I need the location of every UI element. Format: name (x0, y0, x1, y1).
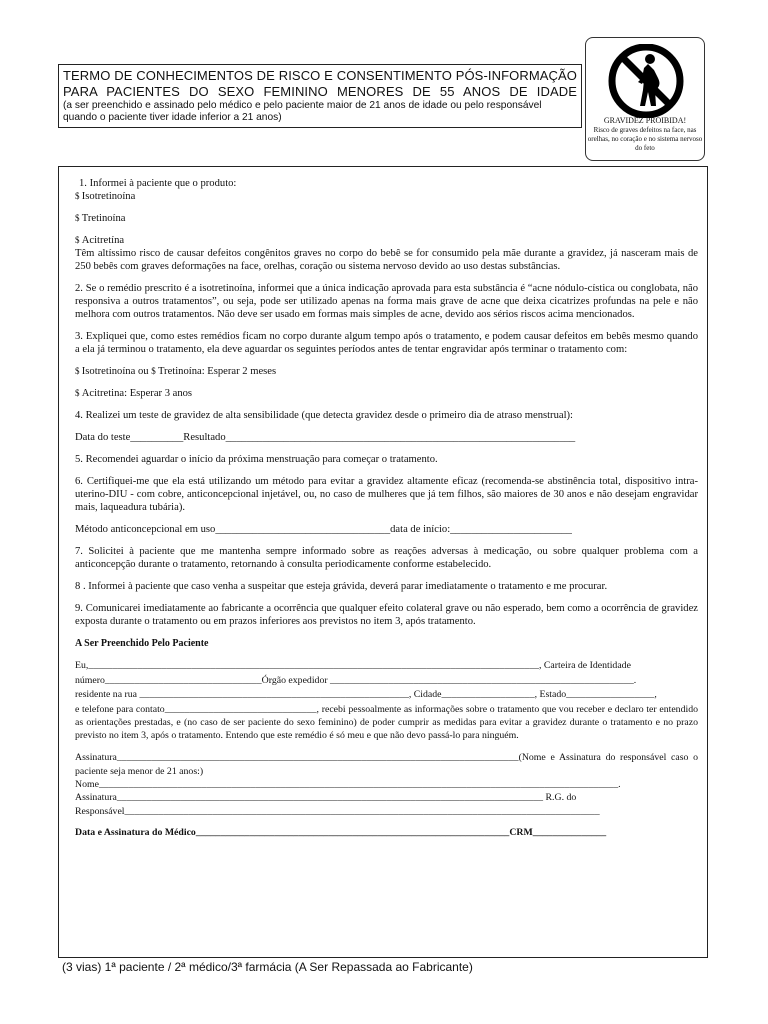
phone-and-declaration[interactable]: e telefone para contato_______________________________, recebi pessoalmente as informações sobre o tratamento que vou receber e declaro ter entendido as orientações prestadas, e (no caso de ser paciente do sexo feminino) de poder cumprir as medidas para evitar a gravidez durante o tratamento e no prazo previsto no item 3, após o tratamento. Entendo que este remédio é só meu e que não devo passá-lo para ninguém. (75, 703, 698, 741)
item-1-intro: 1. Informei à paciente que o produto: (79, 178, 237, 189)
item-1-text: Têm altíssimo risco de causar defeitos congênitos graves no corpo do bebê se for consumido pela mãe durante a gravidez, já nasceram mais de 250 bebês com graves deformações na face, orelhas, coração ou sistema nervoso devido ao uso destas substâncias. (75, 248, 698, 272)
wait-isotretinoina: $ Isotretinoína ou (75, 366, 151, 377)
responsible-field[interactable]: Responsável_________________________________________________________________________________________________ (75, 806, 600, 817)
wait-tretinoina: $ Tretinoína: Esperar 2 meses (151, 366, 276, 377)
item-6-text: 6. Certifiquei-me que ela está utilizando um método para evitar a gravidez altamente eficaz (recomenda-se abstinência total, dispositivo intra-uterino-DIU - com cobre, anticoncepcional injetável, ou, no caso de mulheres que já tem filhos, são maiores de 30 anos e não desejam engravidar mais, laqueadura tubária). (75, 476, 698, 513)
responsible-name-field[interactable]: Nome__________________________________________________________________________________________________________. (75, 778, 621, 790)
item-4-text: 4. Realizei um teste de gravidez de alta sensibilidade (que detecta gravidez desde o primeiro dia de atraso menstrual): (75, 410, 573, 421)
consent-form (58, 166, 708, 958)
title-box (58, 64, 582, 128)
responsible-signature-field[interactable]: Assinatura_______________________________________________________________________________________ R.G. do (75, 791, 577, 803)
item-9-text: 9. Comunicarei imediatamente ao fabricante a ocorrência que qualquer efeito colateral grave ou não esperado, bem como a ocorrência de gravidez exposta durante o tratamento ou em prazos inferiores aos previstos no item 3, após tratamento. (75, 603, 698, 627)
document-subtitle: (a ser preenchido e assinado pelo médico e pelo paciente maior de 21 anos de idade ou pelo responsável quando o paciente tiver idade inferior a 21 anos) (63, 100, 542, 123)
contraceptive-method-fields[interactable]: Método anticoncepcional em uso_________________________________data de início:_______________________ (75, 524, 572, 535)
address-field[interactable]: residente na rua _______________________________________________________, Cidade___________________, Estado__________________, (75, 689, 657, 700)
wait-acitretina: $ Acitretina: Esperar 3 anos (75, 387, 698, 400)
document-title-line-2: PARA PACIENTES DO SEXO FEMININO MENORES DE 55 ANOS DE IDADE (63, 84, 577, 99)
test-date-result-fields[interactable]: Data do teste__________Resultado__________________________________________________________________ (75, 432, 576, 443)
item-3-options (75, 365, 698, 378)
copies-footer: (3 vias) 1ª paciente / 2ª médico/3ª farmácia (A Ser Repassada ao Fabricante) (62, 960, 473, 974)
patient-name-field[interactable]: Eu,____________________________________________________________________________________________, Carteira de Identidade (75, 660, 631, 671)
patient-section-heading: A Ser Preenchido Pelo Paciente (75, 638, 209, 649)
no-pregnancy-icon (598, 44, 694, 118)
item-3-text: 3. Expliquei que, como estes remédios ficam no corpo durante algum tempo após o tratamento, e podem causar defeitos em bebês mesmo quando a ela já terminou o tratamento, ela deve aguardar os seguintes períodos antes de tentar engravidar após terminar o tratamento com: (75, 331, 698, 355)
warning-text: Risco de graves defeitos na face, nas orelhas, no coração e no sistema nervoso do feto (587, 126, 703, 152)
pregnancy-warning-box (585, 37, 705, 161)
option-tretinoina: $ Tretinoína (75, 212, 698, 225)
item-5-text: 5. Recomendei aguardar o início da próxima menstruação para começar o tratamento. (75, 454, 438, 465)
option-isotretinoina: $ Isotretinoína (75, 190, 698, 203)
patient-section (75, 659, 698, 840)
document-title-line-1: TERMO DE CONHECIMENTOS DE RISCO E CONSENTIMENTO PÓS-INFORMAÇÃO (63, 68, 577, 83)
item-7-text: 7. Solicitei à paciente que me mantenha sempre informado sobre as reações adversas à medicação, ou sobre qualquer problema com a anticoncepção durante o tratamento, retornando à consulta periodicamente conforme estabelecido. (75, 546, 698, 570)
item-8-text: 8 . Informei à paciente que caso venha a suspeitar que esteja grávida, deverá parar imediatamente o tratamento e me procurar. (75, 581, 608, 592)
doctor-signature-field[interactable]: Data e Assinatura do Médico________________________________________________________________CRM_______________ (75, 826, 607, 838)
item-2-text: 2. Se o remédio prescrito é a isotretinoína, informei que a única indicação aprovada para esta substância é “acne nódulo-cística ou conglobata, não responsiva a outros tratamentos”, ou seja, pode ser utilizado apenas na forma mais grave de acne que deixa cicatrizes profundas na pele e não melhora com outros tratamentos. Não deve ser usado em formas mais simples de acne, devido aos sérios riscos acima mencionados. (75, 283, 698, 320)
warning-title: GRAVIDEZ PROIBIDA! (603, 116, 687, 125)
option-acitretina: $ Acitretína (75, 234, 698, 247)
id-number-field[interactable]: número________________________________Órgão expedidor ______________________________________________________________. (75, 674, 637, 686)
patient-signature-field[interactable]: Assinatura__________________________________________________________________________________(Nome e Assinatura do responsável caso o paciente seja menor de 21 anos:) (75, 751, 698, 777)
